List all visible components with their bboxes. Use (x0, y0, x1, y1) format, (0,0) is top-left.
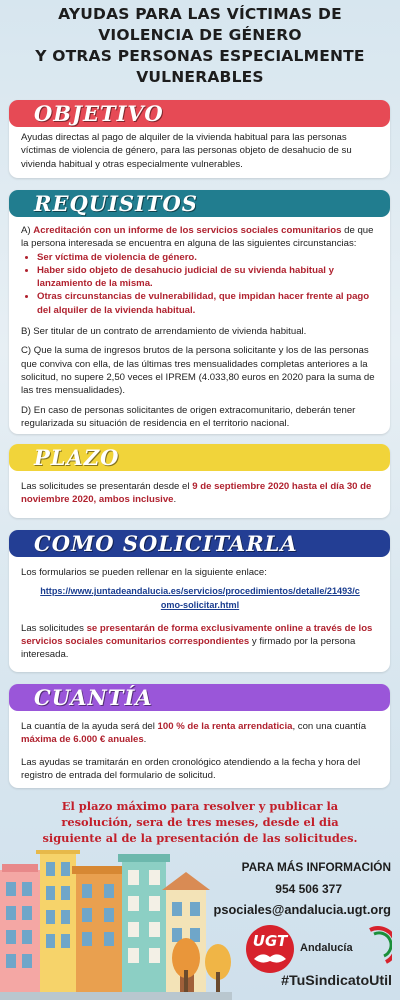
requisito-b: B) Ser titular de un contrato de arrendamiento de vivienda habitual. (21, 326, 307, 338)
requisitos-banner (9, 190, 390, 217)
plazo-heading: PLAZO (34, 445, 120, 470)
list-item: • Haber sido objeto de desahucio judicial de su vivienda habitual y lanzamiento de la misma. (37, 264, 379, 291)
title-line: AYUDAS PARA LAS VÍCTIMAS DE (58, 5, 342, 23)
list-item: • Ser víctima de violencia de género. (37, 251, 379, 264)
requisito-d: D) En caso de personas solicitantes de origen extracomunitario, deberán tener regularizada su situación de residencia en el territorio nacional. (21, 404, 356, 429)
circumstances-list (21, 251, 379, 317)
solicitar-text: Las solicitudes se presentarán de forma exclusivamente online a través de los servicios sociales comunitarios correspondientes y firmado por la persona interesada. (21, 622, 373, 661)
form-link[interactable]: https://www.juntadeandalucia.es/servicios/procedimientos/detalle/21493/c omo-solicitar.html (40, 586, 360, 610)
cuantia-text-2: Las ayudas se tramitarán en orden cronológico atendiendo a la fecha y hora del registro de entrada del formulario de solicitud. (21, 756, 361, 781)
town-illustration (0, 850, 232, 1000)
cuantia-banner (9, 684, 390, 711)
contact-phone[interactable]: 954 506 377 (275, 882, 342, 896)
region-label: Andalucía (300, 942, 353, 954)
objetivo-banner (9, 100, 390, 127)
title-line: VULNERABLES (136, 68, 264, 86)
cuantia-heading: CUANTÍA (34, 685, 153, 710)
page-title (0, 4, 400, 88)
requisito-c: C) Que la suma de ingresos brutos de la persona solicitante y los de las personas que conviva con ella, de las últimas tres mensualidades completas anteriores a la solicitud, no supere 2,50 veces el IPREM (4.033,80 euros en 2020 para la suma de las tres mensualidades). (21, 345, 375, 397)
plazo-text: Las solicitudes se presentarán desde el 9 de septiembre 2020 hasta el día 30 de noviembre 2020, ambos inclusive. (21, 481, 372, 506)
ugt-logo: UGT (246, 925, 294, 973)
handshake-icon (246, 949, 294, 969)
andalucia-flag-icon (364, 926, 392, 966)
requisitos-card (9, 190, 390, 434)
contact-email[interactable]: psociales@andalucia.ugt.org (213, 902, 391, 917)
objetivo-heading: OBJETIVO (34, 101, 164, 126)
title-line: VIOLENCIA DE GÉNERO (98, 26, 302, 44)
requisito-a: A) Acreditación con un informe de los servicios sociales comunitarios de que la persona interesada se encuentra en alguna de las siguientes circunstancias: (21, 225, 374, 250)
title-line: Y OTRAS PERSONAS ESPECIALMENTE (35, 47, 365, 65)
requisitos-heading: REQUISITOS (34, 191, 198, 216)
solicitar-banner (9, 530, 390, 557)
contact-title: PARA MÁS INFORMACIÓN (241, 860, 391, 874)
deadline-note: El plazo máximo para resolver y publicar la resolución, sera de tres meses, desde el dia siguiente al de la presentación de las solicitudes. (42, 799, 358, 845)
cuantia-text-1: La cuantía de la ayuda será del 100 % de la renta arrendaticia, con una cuantía máxima de 6.000 € anuales. (21, 721, 367, 746)
solicitar-heading: COMO SOLICITARLA (34, 531, 298, 556)
solicitar-intro: Los formularios se pueden rellenar en la siguiente enlace: (21, 567, 267, 578)
plazo-banner (9, 444, 390, 471)
objetivo-text: Ayudas directas al pago de alquiler de la vivienda habitual para las personas víctimas de violencia de género, para las personas objeto de desahucio de su vivienda habitual y otras especialmente vulnerables. (21, 132, 352, 170)
hashtag: #TuSindicatoUtil (281, 973, 392, 989)
list-item: • Otras circunstancias de vulnerabilidad, que impidan hacer frente al pago del alquiler de la vivienda habitual. (37, 290, 379, 317)
